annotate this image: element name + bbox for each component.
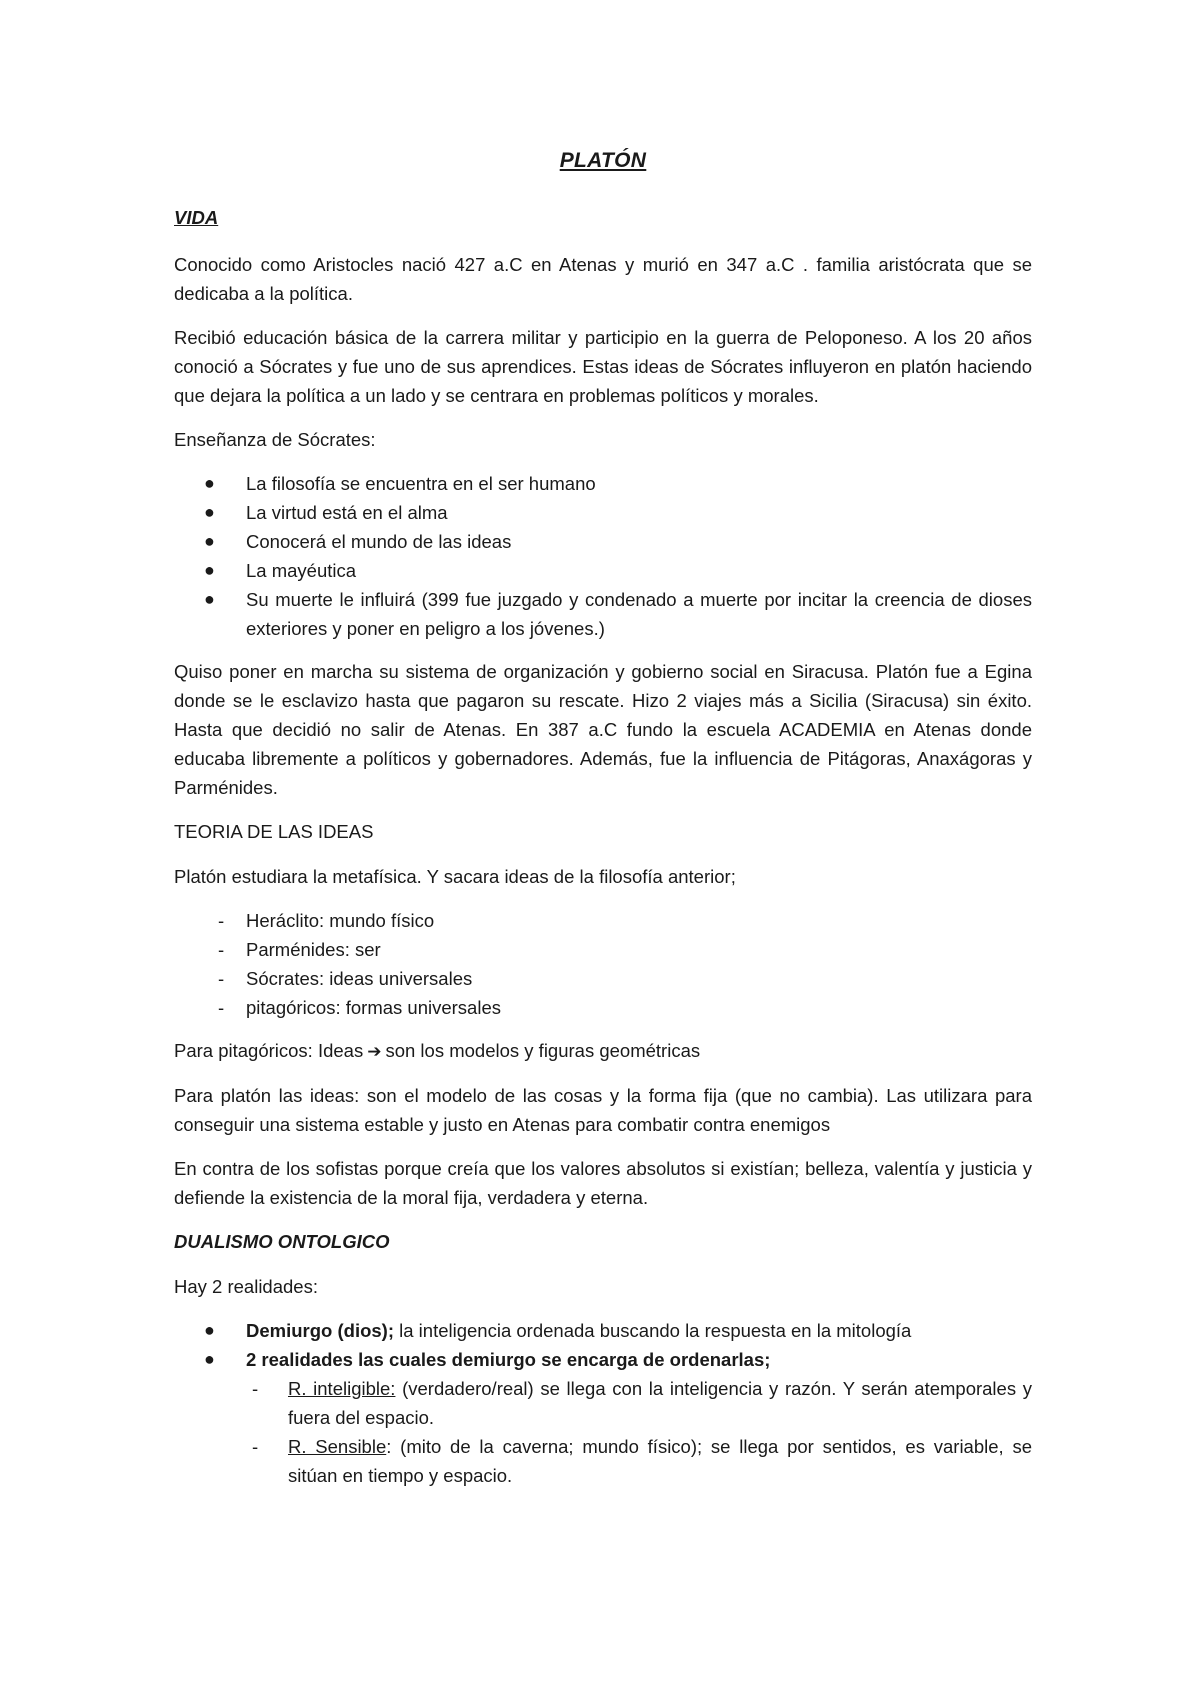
sub-item-text: : (mito de la caverna; mundo físico); se llega por sentidos, es variable, se sitúan en tiempo y espacio. xyxy=(288,1436,1032,1486)
arrow-right-icon: ➔ xyxy=(367,1042,382,1061)
list-item-text: La virtud está en el alma xyxy=(246,502,448,523)
paragraph: Hay 2 realidades: xyxy=(174,1276,318,1297)
list-item xyxy=(174,964,1032,993)
bullet-icon: ● xyxy=(204,473,215,493)
list-item-text: Heráclito: mundo físico xyxy=(246,910,435,931)
bullet-icon: ● xyxy=(204,1320,215,1340)
list-item xyxy=(174,993,1032,1022)
sub-item-label: R. Sensible xyxy=(288,1436,387,1457)
sub-item-text: (verdadero/real) se llega con la inteligencia y razón. Y serán atemporales y fuera del espacio. xyxy=(288,1378,1032,1428)
sub-list-item xyxy=(252,1432,1032,1490)
bullet-list-realidades xyxy=(174,1316,1032,1490)
dash-icon: - xyxy=(218,997,225,1018)
paragraph: Quiso poner en marcha su sistema de organización y gobierno social en Siracusa. Platón fue a Egina donde se le esclavizo hasta que pagaron su rescate. Hizo 2 viajes más a Sicilia (Siracusa) sin éxito. Hasta que decidió no salir de Atenas. En 387 a.C fundo la escuela ACADEMIA en Atenas donde educaba libremente a políticos y gobernadores. Además, fue la influencia de Pitágoras, Anaxágoras y Parménides. xyxy=(174,661,1032,798)
list-item xyxy=(174,556,1032,585)
bullet-icon: ● xyxy=(204,502,215,522)
list-item xyxy=(174,1345,1032,1490)
sub-list-realidades xyxy=(246,1374,1032,1490)
dash-icon: - xyxy=(218,968,225,989)
dash-icon: - xyxy=(252,1436,259,1457)
section-heading-dualismo: DUALISMO ONTOLGICO xyxy=(174,1231,390,1252)
paragraph-label: Enseñanza de Sócrates: xyxy=(174,429,376,450)
bullet-icon: ● xyxy=(204,589,215,609)
paragraph-pitagoricos xyxy=(174,1036,1032,1066)
sub-list-item xyxy=(252,1374,1032,1432)
section-heading-teoria: TEORIA DE LAS IDEAS xyxy=(174,821,374,842)
list-item-text: Sócrates: ideas universales xyxy=(246,968,473,989)
paragraph: Para platón las ideas: son el modelo de las cosas y la forma fija (que no cambia). Las utilizara para conseguir una sistema estable y justo en Atenas para combatir contra enemigos xyxy=(174,1085,1032,1135)
dash-list-filosofia xyxy=(174,906,1032,1022)
list-item-bold: Demiurgo (dios); xyxy=(246,1320,394,1341)
dash-icon: - xyxy=(218,939,225,960)
list-item-text: La filosofía se encuentra en el ser humano xyxy=(246,473,596,494)
paragraph-text: son los modelos y figuras geométricas xyxy=(385,1040,701,1061)
list-item xyxy=(174,1316,1032,1345)
dash-icon: - xyxy=(252,1378,259,1399)
list-item xyxy=(174,498,1032,527)
list-item xyxy=(174,527,1032,556)
list-item-text: la inteligencia ordenada buscando la respuesta en la mitología xyxy=(394,1320,912,1341)
paragraph: Platón estudiara la metafísica. Y sacara ideas de la filosofía anterior; xyxy=(174,866,736,887)
list-item-text: Parménides: ser xyxy=(246,939,381,960)
list-item-text: La mayéutica xyxy=(246,560,357,581)
dash-icon: - xyxy=(218,910,225,931)
list-item-text: pitagóricos: formas universales xyxy=(246,997,501,1018)
list-item-bold: 2 realidades las cuales demiurgo se encarga de ordenarlas; xyxy=(246,1349,771,1370)
paragraph: Conocido como Aristocles nació 427 a.C en Atenas y murió en 347 a.C . familia aristócrata que se dedicaba a la política. xyxy=(174,254,1032,304)
paragraph: En contra de los sofistas porque creía que los valores absolutos si existían; belleza, valentía y justicia y defiende la existencia de la moral fija, verdadera y eterna. xyxy=(174,1158,1032,1208)
bullet-icon: ● xyxy=(204,531,215,551)
sub-item-label: R. inteligible: xyxy=(288,1378,396,1399)
section-heading-vida: VIDA xyxy=(174,207,219,228)
list-item-text: Conocerá el mundo de las ideas xyxy=(246,531,512,552)
bullet-list-ensenanza xyxy=(174,469,1032,643)
bullet-icon: ● xyxy=(204,560,215,580)
paragraph-text: Para pitagóricos: Ideas xyxy=(174,1040,364,1061)
list-item xyxy=(174,935,1032,964)
list-item xyxy=(174,469,1032,498)
paragraph: Recibió educación básica de la carrera militar y participio en la guerra de Peloponeso. A los 20 años conoció a Sócrates y fue uno de sus aprendices. Estas ideas de Sócrates influyeron en platón haciendo que dejara la política a un lado y se centrara en problemas políticos y morales. xyxy=(174,327,1032,406)
list-item xyxy=(174,906,1032,935)
document-title: PLATÓN xyxy=(559,149,647,172)
bullet-icon: ● xyxy=(204,1349,215,1369)
list-item-text: Su muerte le influirá (399 fue juzgado y condenado a muerte por incitar la creencia de dioses exteriores y poner en peligro a los jóvenes.) xyxy=(246,589,1032,639)
list-item xyxy=(174,585,1032,643)
